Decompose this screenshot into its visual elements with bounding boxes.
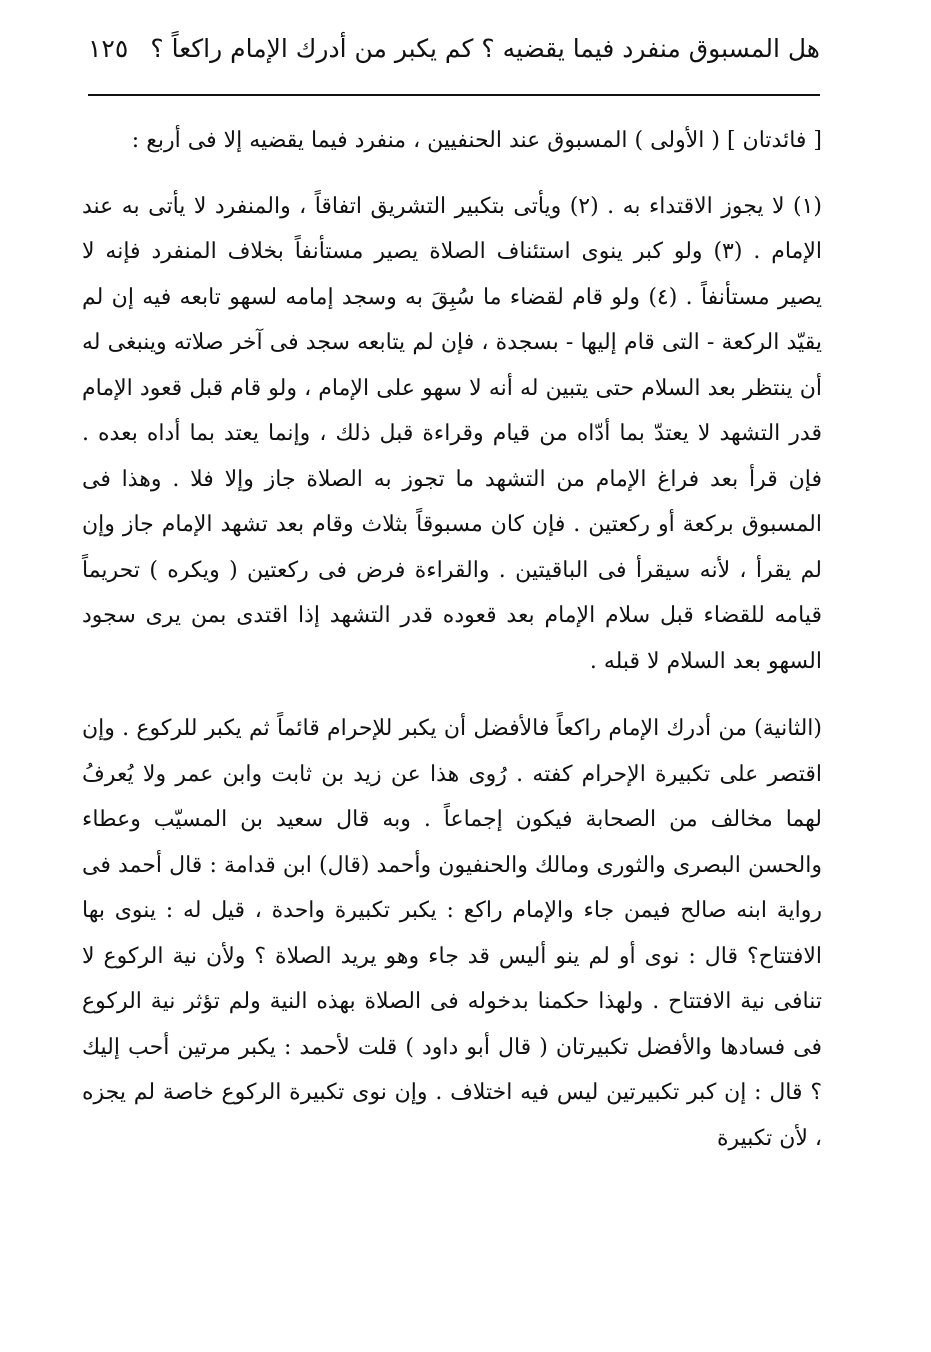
page-number: ١٢٥: [88, 33, 129, 63]
paragraph-second-note: (الثانية) من أدرك الإمام راكعاً فالأفضل أن يكبر للإحرام قائماً ثم يكبر للركوع . وإن اقتصر على تكبيرة الإحرام كفته . رُوى هذا عن زيد بن ثابت وابن عمر ولا يُعرفُ لهما مخالف من الصحابة فيكون إجماعاً . وبه قال سعيد بن المسيّب وعطاء والحسن البصرى والثورى ومالك والحنفيون وأحمد (قال) ابن قدامة : قال أحمد فى رواية ابنه صالح فيمن جاء والإمام راكع : يكبر تكبيرة واحدة ، قيل له : ينوى بها الافتتاح؟ قال : نوى أو لم ينو أليس قد جاء وهو يريد الصلاة ؟ ولأن نية الركوع لا تنافى نية الافتتاح . ولهذا حكمنا بدخوله فى الصلاة بهذه النية ولم تؤثر نية الركوع فى فسادها والأفضل تكبيرتان ( قال أبو داود ) قلت لأحمد : يكبر مرتين أحب إليك ؟ قال : إن كبر تكبيرتين ليس فيه اختلاف . وإن نوى تكبيرة الركوع خاصة لم يجزه ، لأن تكبيرة: [82, 716, 822, 1151]
running-title: هل المسبوق منفرد فيما يقضيه ؟ كم يكبر من أدرك الإمام راكعاً ؟: [150, 33, 820, 63]
paragraph-four-exceptions: (١) لا يجوز الاقتداء به . (٢) ويأتى بتكبير التشريق اتفاقاً ، والمنفرد لا يأتى به عند الإمام . (٣) ولو كبر ينوى استئناف الصلاة يصير مستأنفاً بخلاف المنفرد فإنه لا يصير مستأنفاً . (٤) ولو قام لقضاء ما سُبِقَ به وسجد إمامه لسهو تابعه فيه إن لم يقيّد الركعة - التى قام إليها - بسجدة ، فإن لم يتابعه سجد فى آخر صلاته وينبغى له أن ينتظر بعد السلام حتى يتبين له أنه لا سهو على الإمام ، ولو قام قبل قعود الإمام قدر التشهد لا يعتدّ بما أدّاه من قيام وقراءة قبل ذلك ، وإنما يعتد بما أداه بعده . فإن قرأ بعد فراغ الإمام من التشهد ما تجوز به الصلاة جاز وإلا فلا . وهذا فى المسبوق بركعة أو ركعتين . فإن كان مسبوقاً بثلاث وقام بعد تشهد الإمام جاز وإن لم يقرأ ، لأنه سيقرأ فى الباقيتين . والقراءة فرض فى ركعتين ( ويكره ) تحريماً قيامه للقضاء قبل سلام الإمام بعد قعوده قدر التشهد إذا اقتدى بمن يرى سجود السهو بعد السلام لا قبله .: [82, 193, 822, 674]
body-text: [82, 118, 822, 1161]
paragraph-two-notes: [ فائدتان ] ( الأولى ) المسبوق عند الحنفيين ، منفرد فيما يقضيه إلا فى أربع :: [131, 128, 822, 153]
header-rule: [88, 94, 820, 96]
running-head: [88, 26, 820, 70]
